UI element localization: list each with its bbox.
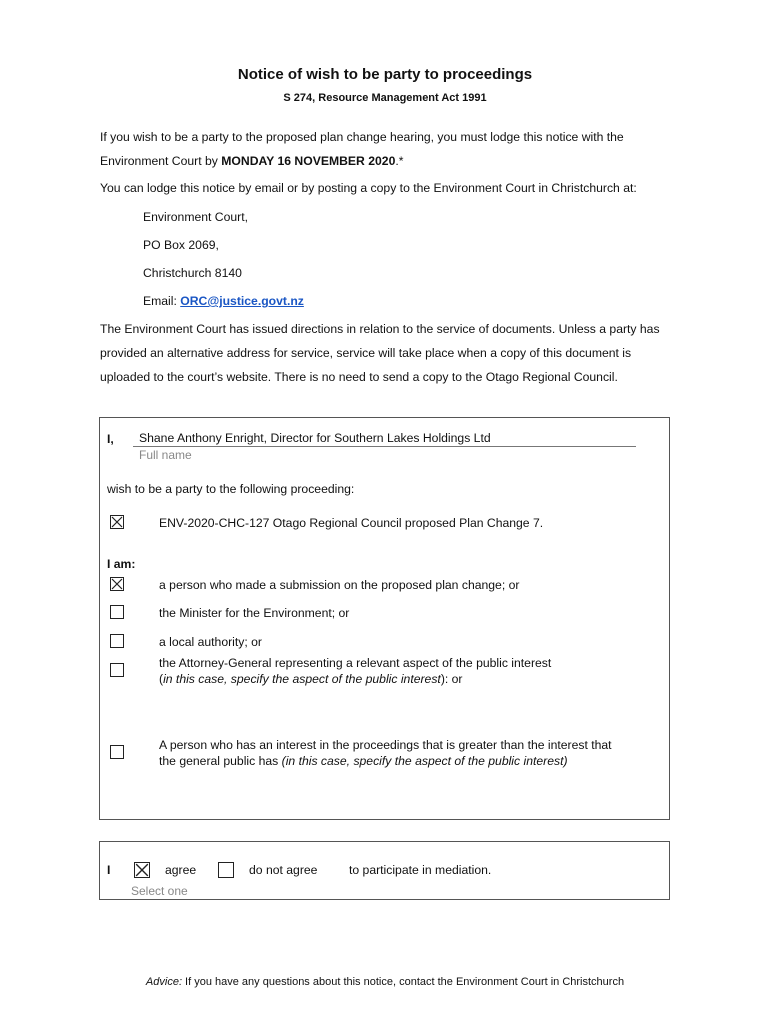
select-one-hint: Select one — [131, 884, 188, 898]
intro-text-end: .* — [395, 154, 404, 168]
option-minister-checkbox[interactable] — [110, 605, 124, 619]
email-label: Email: — [143, 294, 181, 308]
paren-open: ( — [159, 672, 164, 686]
option-submitter-label: a person who made a submission on the proposed plan change; or — [159, 578, 520, 592]
agree-checkbox[interactable] — [134, 862, 150, 878]
intro-paragraph — [100, 125, 675, 173]
advice-label: Advice: — [145, 976, 182, 988]
option-interest-label: A person who has an interest in the proceedings that is greater than the interest that — [159, 738, 612, 752]
document-title: Notice of wish to be party to proceedings — [237, 66, 533, 83]
full-name-hint: Full name — [139, 448, 192, 462]
proceeding-checkbox[interactable] — [110, 515, 124, 529]
intro-text: If you wish to be a party to the proposed plan change hearing, you must lodge this notice with the Environment Court by — [100, 130, 624, 168]
option-local-authority-label: a local authority; or — [159, 635, 262, 649]
email-link[interactable]: ORC@justice.govt.nz — [180, 294, 304, 308]
address-line-3: Christchurch 8140 — [143, 266, 242, 280]
option-attorney-general-note — [159, 672, 463, 686]
option-interest-checkbox[interactable] — [110, 745, 124, 759]
note-close: ): or — [440, 672, 463, 686]
option-minister-label: the Minister for the Environment; or — [159, 606, 350, 620]
full-name-value: Shane Anthony Enright, Director for Southern Lakes Holdings Ltd — [139, 431, 491, 445]
agree-label: agree — [165, 863, 197, 877]
advice-note — [0, 976, 770, 988]
full-name-field[interactable] — [133, 428, 636, 447]
option-attorney-general-checkbox[interactable] — [110, 663, 124, 677]
wish-text: wish to be a party to the following proceeding: — [107, 482, 355, 496]
deadline-text: MONDAY 16 NOVEMBER 2020 — [221, 154, 396, 168]
interest-note-italic: (in this case, specify the aspect of the public interest) — [281, 754, 568, 768]
check-x-icon — [135, 863, 149, 877]
email-line — [143, 294, 304, 308]
advice-text: If you have any questions about this notice, contact the Environment Court in Christchurch — [182, 976, 625, 988]
option-submitter-checkbox[interactable] — [110, 577, 124, 591]
option-local-authority-checkbox[interactable] — [110, 634, 124, 648]
proceeding-label: ENV-2020-CHC-127 Otago Regional Council proposed Plan Change 7. — [159, 516, 544, 530]
i-label: I, — [107, 432, 114, 446]
disagree-checkbox[interactable] — [218, 862, 234, 878]
mediation-suffix: to participate in mediation. — [349, 863, 492, 877]
address-line-1: Environment Court, — [143, 210, 248, 224]
disagree-label: do not agree — [249, 863, 318, 877]
mediation-i-label: I — [107, 863, 111, 877]
check-x-icon — [111, 516, 123, 528]
option-attorney-general-label: the Attorney-General representing a relevant aspect of the public interest — [159, 656, 552, 670]
document-subtitle: S 274, Resource Management Act 1991 — [283, 92, 487, 104]
interest-note-plain: the general public has — [159, 754, 282, 768]
check-x-icon — [111, 578, 123, 590]
option-interest-note — [159, 754, 568, 768]
lodge-paragraph: You can lodge this notice by email or by posting a copy to the Environment Court in Christchurch at: — [100, 181, 637, 195]
service-paragraph: The Environment Court has issued directions in relation to the service of documents. Unless a party has provided an alternative address for service, service will take place when a copy of this document is uploaded to the court’s website. There is no need to send a copy to the Otago Regional Council. — [100, 322, 660, 384]
i-am-label: I am: — [107, 557, 136, 571]
address-line-2: PO Box 2069, — [143, 238, 219, 252]
italic-note: in this case, specify the aspect of the public interest — [163, 672, 441, 686]
